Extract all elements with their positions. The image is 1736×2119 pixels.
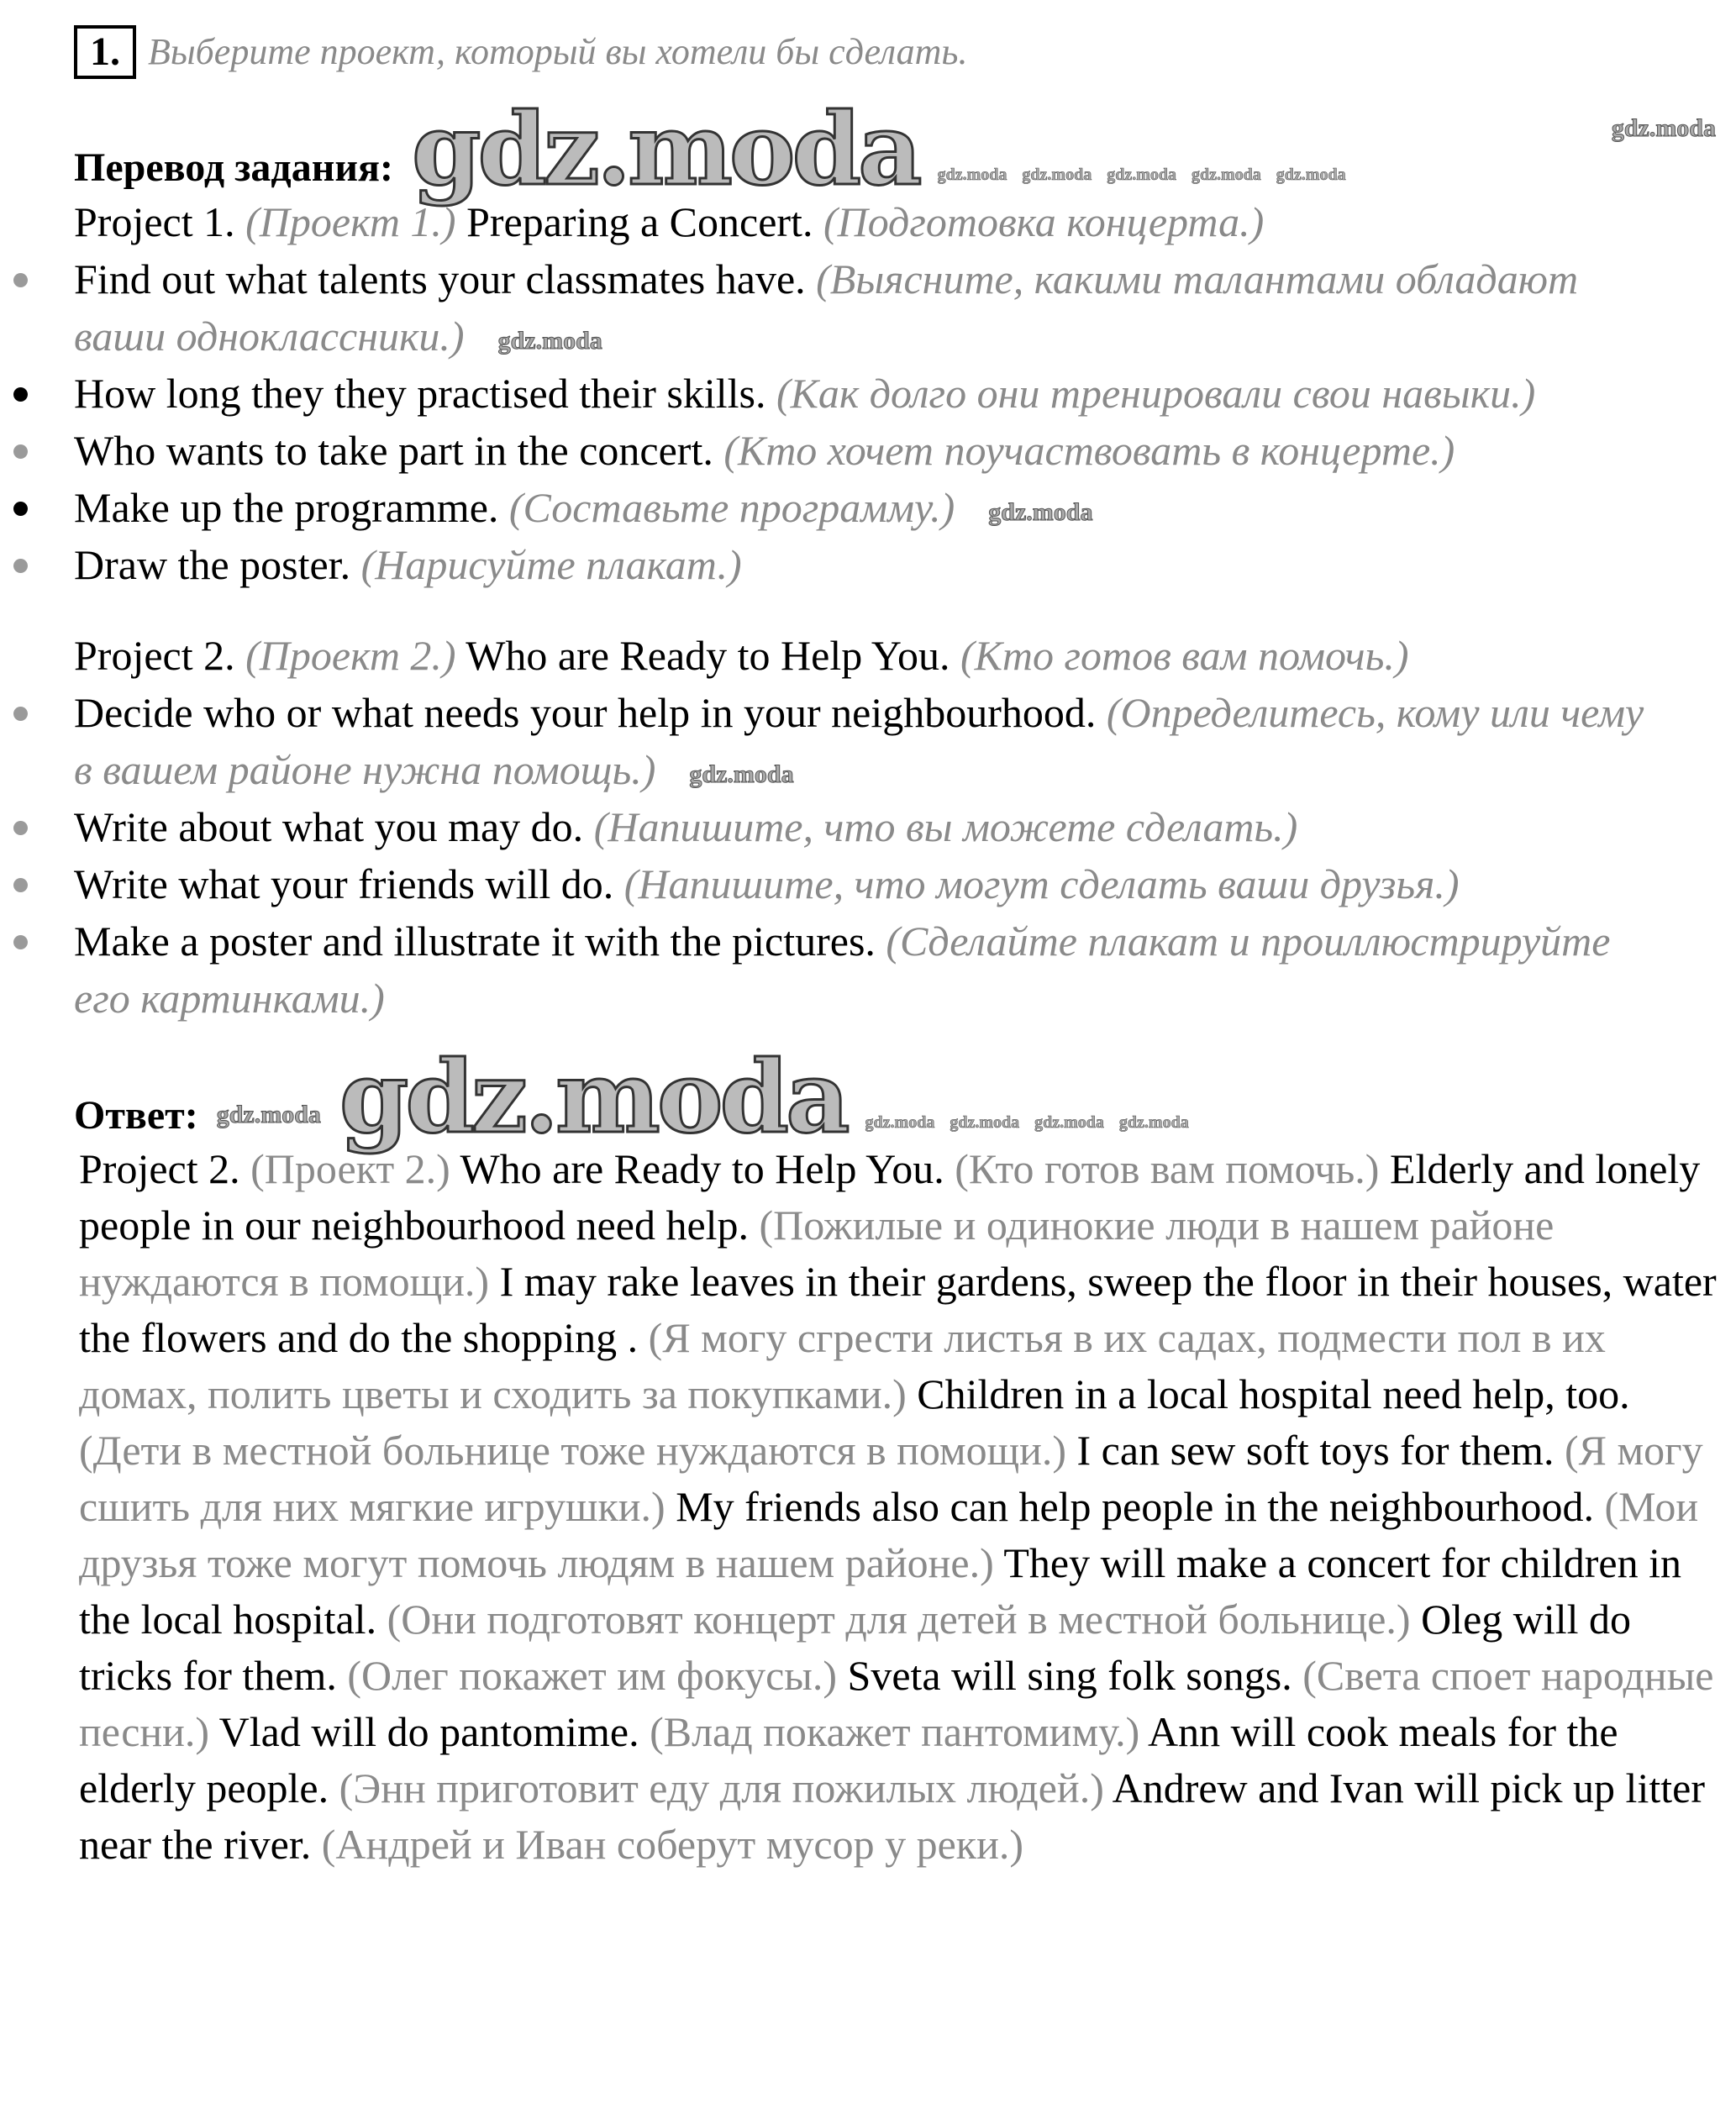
answer-translation: (Олег покажет им фокусы.) xyxy=(347,1652,848,1699)
answer-sentence: I can sew soft toys for them. xyxy=(1076,1427,1565,1474)
watermark-logo: gdz.moda xyxy=(216,1101,321,1128)
project-title-ru: (Проект 1.) xyxy=(245,198,456,245)
answer-translation: (Кто готов вам помочь.) xyxy=(955,1145,1390,1192)
answer-translation: (Влад покажет пантомиму.) xyxy=(650,1708,1148,1755)
answer-translation: (Андрей и Иван соберут мусор у реки.) xyxy=(321,1821,1024,1868)
watermark-logo: gdz.moda xyxy=(411,91,919,208)
list-item xyxy=(74,250,1670,365)
bullet-icon xyxy=(13,387,28,402)
answer-translation: (Я могу сшить для них мягкие игрушки.) xyxy=(79,1427,1703,1530)
item-text-ru: (Выясните, какими талантами обладают ваши одноклассники.) xyxy=(74,255,1579,360)
project-1-block xyxy=(74,193,1670,593)
watermark-logo: gdz.moda xyxy=(1611,114,1716,142)
project-title xyxy=(74,627,1670,684)
project-title xyxy=(74,193,1670,250)
answer-sentence: Ann will cook meals for the elderly people. xyxy=(79,1708,1618,1811)
answer-translation: (Я могу сгрести листья в их садах, подмести пол в их домах, полить цветы и сходить за покупками.) xyxy=(79,1314,1606,1417)
project-title-ru: (Проект 2.) xyxy=(245,632,456,679)
project-2-block xyxy=(74,627,1670,1027)
item-text-ru: (Определитесь, кому или чему в вашем районе нужна помощь.) xyxy=(74,689,1644,793)
watermark-logo: gdz.moda xyxy=(1022,166,1092,184)
answer-heading-row xyxy=(74,1038,1716,1155)
list-item xyxy=(74,479,1670,536)
item-text-ru: (Кто хочет поучаствовать в концерте.) xyxy=(723,427,1455,474)
watermark-logo: gdz.moda xyxy=(1192,166,1261,184)
watermark-logo: gdz.moda xyxy=(497,326,602,355)
bullet-icon xyxy=(13,559,28,573)
project-title-en: Project 1. xyxy=(74,198,235,245)
answer-translation: (Света споет народные песни.) xyxy=(79,1652,1714,1755)
item-text-ru: (Напишите, что могут сделать ваши друзья.) xyxy=(623,860,1460,907)
project-name-ru: (Подготовка концерта.) xyxy=(823,198,1265,245)
watermark-group xyxy=(938,165,1346,193)
item-text-en: Make a poster and illustrate it with the pictures. xyxy=(74,918,876,965)
answer-sentence: Vlad will do pantomime. xyxy=(218,1708,650,1755)
watermark-logo: gdz.moda xyxy=(988,497,1093,526)
answer-paragraph xyxy=(79,1141,1718,1873)
item-text-en: Find out what talents your classmates have. xyxy=(74,255,806,302)
watermark-logo: gdz.moda xyxy=(1118,1113,1189,1132)
answer-heading: Ответ: xyxy=(74,1093,198,1138)
list-item xyxy=(74,536,1670,593)
watermark-logo: gdz.moda xyxy=(937,166,1007,184)
answer-sentence: I may rake leaves in their gardens, sweep the floor in their houses, water the flowers and do the shopping . xyxy=(79,1258,1717,1361)
answer-sentence: They will make a concert for children in the local hospital. xyxy=(79,1539,1681,1643)
item-text-en: Draw the poster. xyxy=(74,541,351,588)
answer-sentence: My friends also can help people in the neighbourhood. xyxy=(676,1483,1605,1530)
answer-sentence: Elderly and lonely people in our neighbourhood need help. xyxy=(79,1145,1701,1249)
item-text-ru: (Как долго они тренировали свои навыки.) xyxy=(776,370,1536,417)
answer-translation: (Дети в местной больнице тоже нуждаются в помощи.) xyxy=(79,1427,1077,1474)
watermark-logo: gdz.moda xyxy=(865,1113,935,1132)
item-text-en: Make up the programme. xyxy=(74,484,499,531)
item-text-en: Who wants to take part in the concert. xyxy=(74,427,713,474)
bullet-icon xyxy=(13,273,28,287)
watermark-logo: gdz.moda xyxy=(689,760,794,788)
watermark-logo: gdz.moda xyxy=(1034,1113,1104,1132)
bullet-icon xyxy=(13,935,28,949)
task-instruction: Выберите проект, который вы хотели бы сделать. xyxy=(148,31,968,72)
answer-sentence: Oleg will do tricks for them. xyxy=(79,1596,1632,1699)
list-item xyxy=(74,912,1670,1027)
bullet-icon xyxy=(13,821,28,835)
bullet-icon xyxy=(13,502,28,516)
answer-translation: (Пожилые и одинокие люди в нашем районе нуждаются в помощи.) xyxy=(79,1201,1555,1305)
answer-sentence: Who are Ready to Help You. xyxy=(460,1145,955,1192)
answer-translation: (Проект 2.) xyxy=(250,1145,460,1192)
task-header xyxy=(74,25,1716,79)
answer-sentence: Sveta will sing folk songs. xyxy=(847,1652,1303,1699)
watermark-logo: gdz.moda xyxy=(339,1038,847,1155)
item-text-en: Decide who or what needs your help in your neighbourhood. xyxy=(74,689,1097,736)
project-name-en: Preparing a Concert. xyxy=(466,198,813,245)
bullet-icon xyxy=(13,444,28,459)
watermark-logo: gdz.moda xyxy=(950,1113,1020,1132)
item-text-ru: (Составьте программу.) xyxy=(508,484,955,531)
list-item xyxy=(74,855,1670,912)
watermark-group xyxy=(865,1112,1189,1141)
task-number: 1. xyxy=(74,25,136,79)
item-text-ru: (Нарисуйте плакат.) xyxy=(360,541,742,588)
item-text-ru: (Напишите, что вы можете сделать.) xyxy=(593,803,1298,850)
translation-heading: Перевод задания: xyxy=(74,145,393,190)
item-text-en: Write about what you may do. xyxy=(74,803,584,850)
list-item xyxy=(74,422,1670,479)
list-item xyxy=(74,365,1670,422)
bullet-icon xyxy=(13,878,28,892)
translation-heading-row xyxy=(74,91,1716,208)
project-title-en: Project 2. xyxy=(74,632,235,679)
project-name-ru: (Кто готов вам помочь.) xyxy=(960,632,1409,679)
project-name-en: Who are Ready to Help You. xyxy=(466,632,950,679)
watermark-logo: gdz.moda xyxy=(1107,166,1176,184)
list-item xyxy=(74,684,1670,798)
list-item xyxy=(74,798,1670,855)
answer-sentence: Andrew and Ivan will pick up litter near the river. xyxy=(79,1764,1705,1868)
item-text-ru: (Сделайте плакат и проиллюстрируйте его картинками.) xyxy=(74,918,1611,1022)
watermark-logo: gdz.moda xyxy=(1276,166,1346,184)
answer-sentence: Project 2. xyxy=(79,1145,251,1192)
answer-translation: (Они подготовят концерт для детей в местной больнице.) xyxy=(387,1596,1422,1643)
answer-translation: (Мои друзья тоже могут помочь людям в нашем районе.) xyxy=(79,1483,1699,1586)
bullet-icon xyxy=(13,707,28,721)
item-text-en: How long they they practised their skills. xyxy=(74,370,766,417)
item-text-en: Write what your friends will do. xyxy=(74,860,614,907)
answer-translation: (Энн приготовит еду для пожилых людей.) xyxy=(339,1764,1113,1811)
answer-sentence: Children in a local hospital need help, too. xyxy=(917,1370,1630,1417)
